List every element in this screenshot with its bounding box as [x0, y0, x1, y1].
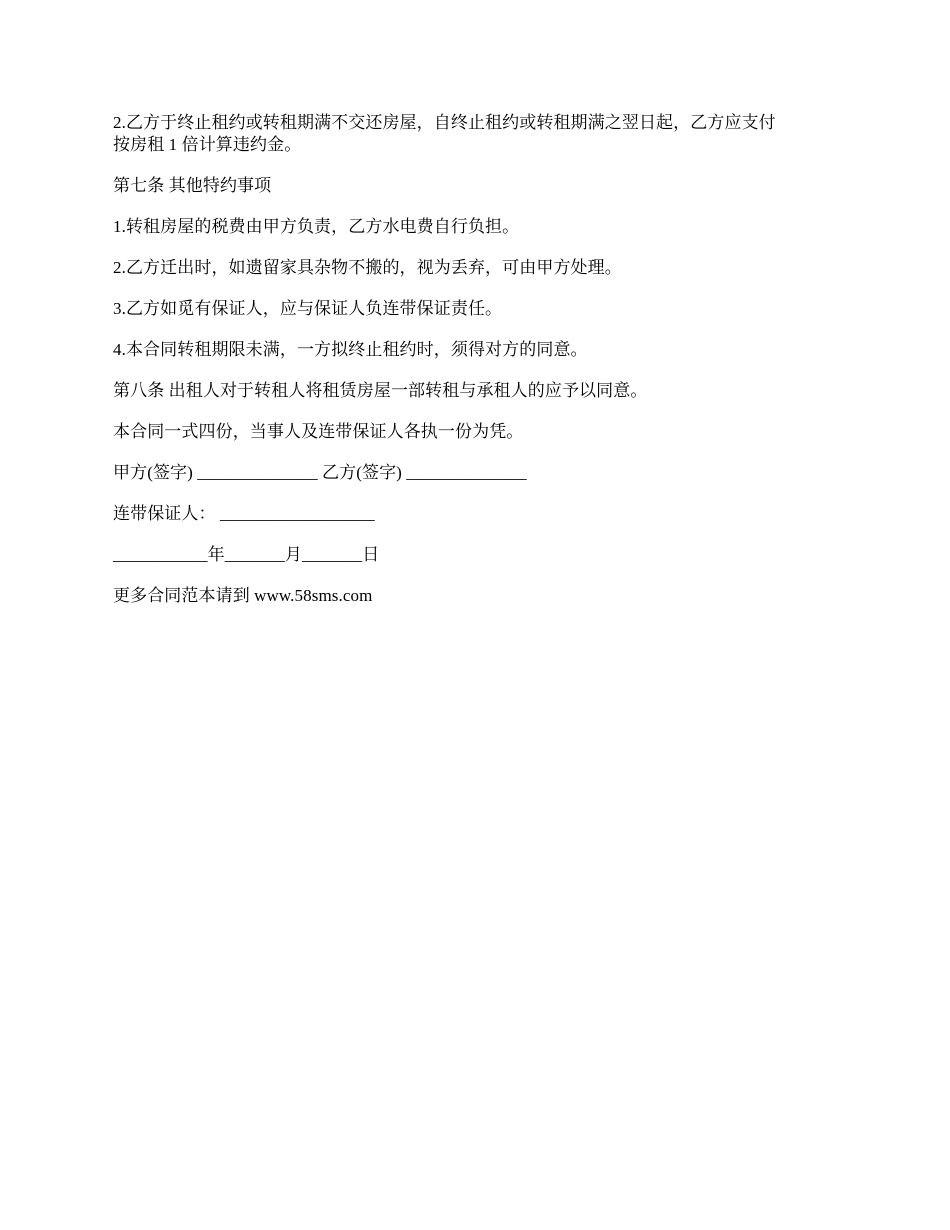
text-line: 2.乙方于终止租约或转租期满不交还房屋，自终止租约或转租期满之翌日起，乙方应支付 — [113, 113, 776, 132]
article-seven-heading — [113, 175, 840, 197]
clause-moving-out-paragraph — [113, 257, 840, 279]
guarantor-signature-line — [113, 503, 840, 525]
text-line: 按房租 1 倍计算违约金。 — [113, 135, 302, 154]
text-line: 甲方(签字) ______________ 乙方(签字) ______________ — [113, 463, 527, 482]
clause-termination-paragraph — [113, 339, 840, 361]
text-line: 第七条 其他特约事项 — [113, 176, 272, 195]
text-line: ___________年_______月_______日 — [113, 545, 380, 564]
text-line: 本合同一式四份，当事人及连带保证人各执一份为凭。 — [113, 422, 524, 441]
text-line: 3.乙方如觅有保证人，应与保证人负连带保证责任。 — [113, 299, 503, 318]
date-line — [113, 544, 840, 566]
party-signature-line — [113, 462, 840, 484]
text-line: 2.乙方迁出时，如遗留家具杂物不搬的，视为丢弃，可由甲方处理。 — [113, 258, 622, 277]
footer-website-line — [113, 585, 840, 607]
text-line: 4.本合同转租期限未满，一方拟终止租约时，须得对方的同意。 — [113, 340, 588, 359]
text-line: 1.转租房屋的税费由甲方负责，乙方水电费自行负担。 — [113, 217, 520, 236]
clause-penalty-paragraph — [113, 112, 840, 156]
article-eight-paragraph — [113, 380, 840, 402]
clause-guarantor-paragraph — [113, 298, 840, 320]
copies-paragraph — [113, 421, 840, 443]
clause-taxes-paragraph — [113, 216, 840, 238]
text-line: 更多合同范本请到 www.58sms.com — [113, 586, 373, 605]
text-line: 连带保证人： __________________ — [113, 504, 375, 523]
text-line: 第八条 出租人对于转租人将租赁房屋一部转租与承租人的应予以同意。 — [113, 381, 648, 400]
